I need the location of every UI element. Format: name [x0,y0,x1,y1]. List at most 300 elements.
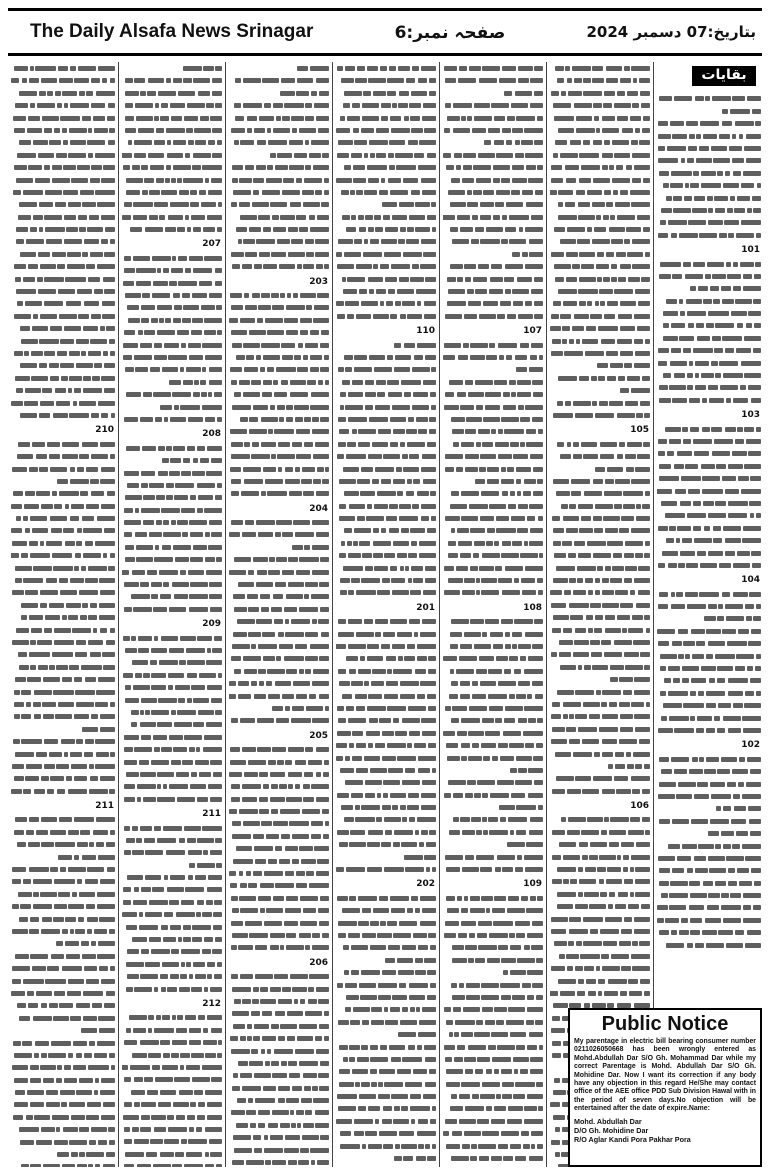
text-line [11,760,115,772]
text-line [11,211,115,223]
text-line [657,447,761,459]
article-number: 202 [416,879,435,890]
text-line [336,413,436,425]
text-line [122,731,222,743]
text-line [336,285,436,297]
text-line [336,714,436,726]
text-line [443,310,543,322]
text-line [550,987,650,999]
text-line [550,549,650,561]
text-line [11,1136,115,1148]
text-line [550,124,650,136]
text-line [229,1094,329,1106]
text-line [122,136,222,148]
text-line [657,509,761,521]
text-line [122,756,222,768]
text-line [657,662,761,674]
text-line [229,528,329,540]
text-line [11,1098,115,1110]
text-line [550,248,650,260]
text-line [336,892,436,904]
text-line [336,979,436,991]
text-line [122,1123,222,1135]
text-line [336,739,436,751]
text-line [122,706,222,718]
text-line [550,586,650,598]
text-line [443,297,543,309]
text-line [229,768,329,780]
text-line [443,1003,543,1015]
text-line [229,1007,329,1019]
text-line [229,136,329,148]
text-line [657,204,761,216]
text-line [229,516,329,528]
article-number: 106 [630,801,649,812]
text-line [443,99,543,111]
text-line [657,802,761,814]
text-line [550,273,650,285]
text-line [122,553,222,565]
text-line [336,851,436,863]
column-1 [656,62,762,1167]
text-line [122,326,222,338]
text-line [11,186,115,198]
text-line [550,875,650,887]
text-line [11,624,115,636]
text-line [550,500,650,512]
text-line [229,879,329,891]
text-line [336,991,436,1003]
article-number: 211 [202,809,221,820]
text-line [550,851,650,863]
text-line [336,512,436,524]
text-line [229,438,329,450]
text-line [229,339,329,351]
text-line [122,1061,222,1073]
text-line [11,698,115,710]
notice-name: Mohd. Abdullah Dar [574,1116,642,1126]
text-line [229,326,329,338]
text-line [229,714,329,726]
text-line [443,752,543,764]
text-line [336,1115,436,1127]
text-line [229,413,329,425]
text-line [229,578,329,590]
text-line [550,524,650,536]
text-line [336,1090,436,1102]
text-line [122,413,222,425]
text-line [122,1036,222,1048]
text-line [550,913,650,925]
page-number: صفحہ نمبر:6 [394,22,506,43]
text-line [11,260,115,272]
text-line [229,615,329,627]
article-number: 201 [416,602,435,613]
text-line [443,764,543,776]
text-line [336,615,436,627]
text-line [11,574,115,586]
text-line [11,686,115,698]
text-line [336,260,436,272]
text-line [229,817,329,829]
text-line [443,363,543,375]
text-line [229,112,329,124]
text-line [336,752,436,764]
text-line [336,966,436,978]
text-line [11,99,115,111]
text-line [657,914,761,926]
text-line [443,537,543,549]
text-line [550,574,650,586]
text-line [11,648,115,660]
text-line [443,1152,543,1164]
text-line [122,376,222,388]
text-line [443,628,543,640]
text-line [122,223,222,235]
text-line [443,223,543,235]
text-line [229,983,329,995]
text-line [11,372,115,384]
text-line [336,149,436,161]
text-line [336,310,436,322]
text-line [336,524,436,536]
text-line [122,656,222,668]
column-4 [335,62,437,1167]
column-3 [442,62,544,1167]
text-line [336,549,436,561]
text-line [657,889,761,901]
text-line [11,1024,115,1036]
text-line [11,285,115,297]
text-line [657,840,761,852]
text-line [336,690,436,702]
text-line [122,363,222,375]
text-line [657,534,761,546]
text-line [122,632,222,644]
text-line [657,117,761,129]
text-line [122,186,222,198]
text-line [229,260,329,272]
text-line [336,1164,436,1167]
text-line [122,669,222,681]
text-line [657,216,761,228]
text-line [11,310,115,322]
text-line [229,425,329,437]
text-line [11,1012,115,1024]
text-line [443,1041,543,1053]
text-line [550,161,650,173]
text-line [443,1028,543,1040]
text-line [336,339,436,351]
text-line [229,640,329,652]
text-line [229,487,329,499]
text-line [550,475,650,487]
text-line [443,826,543,838]
text-line [443,260,543,272]
text-line [550,174,650,186]
text-line [336,174,436,186]
text-line [122,945,222,957]
text-line [443,586,543,598]
text-line [122,174,222,186]
text-line [550,636,650,648]
text-line [550,710,650,722]
text-line [122,603,222,615]
text-line [122,871,222,883]
text-line [122,958,222,970]
text-line [229,830,329,842]
text-line [443,979,543,991]
text-line [336,586,436,598]
text-line [11,1123,115,1135]
text-line [11,297,115,309]
text-line [229,892,329,904]
text-line [11,900,115,912]
text-line [11,913,115,925]
text-line [443,838,543,850]
text-line [122,314,222,326]
text-line [11,586,115,598]
text-line [550,409,650,421]
text-line [122,921,222,933]
text-line [443,87,543,99]
text-line [336,112,436,124]
text-line [122,933,222,945]
text-line [229,1020,329,1032]
text-line [550,686,650,698]
text-line [550,937,650,949]
text-line [550,211,650,223]
text-line [11,863,115,875]
text-line [336,463,436,475]
text-line [657,258,761,270]
text-line [657,394,761,406]
text-line [122,859,222,871]
text-line [229,99,329,111]
text-line [11,450,115,462]
text-line [11,599,115,611]
text-line [443,401,543,413]
text-line [229,917,329,929]
text-line [657,852,761,864]
text-line [336,954,436,966]
text-line [550,359,650,371]
text-line [443,652,543,664]
text-line [11,987,115,999]
text-line [336,776,436,788]
text-line [11,962,115,974]
text-line [11,500,115,512]
article-number: 206 [309,957,328,968]
text-line [443,487,543,499]
text-line [336,1140,436,1152]
text-line [336,1003,436,1015]
text-line [229,805,329,817]
text-line [657,435,761,447]
text-line [122,694,222,706]
text-line [550,322,650,334]
text-line [550,112,650,124]
text-line [657,307,761,319]
text-line [229,1057,329,1069]
text-line [11,62,115,74]
text-line [443,1090,543,1102]
text-line [122,1160,222,1167]
text-line [336,813,436,825]
text-line [229,793,329,805]
text-line [11,710,115,722]
text-line [443,702,543,714]
text-line [443,211,543,223]
text-line [336,1053,436,1065]
text-line [443,273,543,285]
text-line [229,1156,329,1167]
text-line [229,223,329,235]
text-line [657,674,761,686]
text-line [336,198,436,210]
text-line [122,301,222,313]
column-5 [228,62,330,1167]
text-line [229,553,329,565]
text-line [657,369,761,381]
text-line [657,485,761,497]
text-line [657,522,761,534]
text-line [229,590,329,602]
text-line [336,1127,436,1139]
text-line [336,904,436,916]
article-number: 110 [416,326,435,337]
text-line [657,154,761,166]
text-line [550,450,650,462]
text-line [657,92,761,104]
article-number: 107 [523,326,542,337]
text-line [229,401,329,413]
text-line [11,1061,115,1073]
text-line [443,892,543,904]
text-line [229,450,329,462]
article-number: 203 [309,276,328,287]
text-line [336,388,436,400]
text-line [229,677,329,689]
text-line [229,198,329,210]
text-line [229,1119,329,1131]
article-number: 104 [741,575,760,586]
text-line [657,600,761,612]
text-line [550,900,650,912]
text-line [657,319,761,331]
text-line [122,99,222,111]
text-line [657,229,761,241]
text-line [122,454,222,466]
text-line [11,1148,115,1160]
article-number: 211 [95,801,114,812]
text-line [11,463,115,475]
text-line [336,665,436,677]
text-line [550,87,650,99]
text-line [443,74,543,86]
text-line [229,995,329,1007]
text-line [336,273,436,285]
text-line [122,467,222,479]
text-line [443,727,543,739]
text-line [229,566,329,578]
text-line [11,174,115,186]
text-line [443,438,543,450]
text-line [336,652,436,664]
text-line [229,149,329,161]
text-line [443,1078,543,1090]
text-line [336,727,436,739]
text-line [11,409,115,421]
text-line [657,460,761,472]
text-line [229,756,329,768]
text-line [657,765,761,777]
text-line [336,297,436,309]
article-number: 102 [741,740,760,751]
text-line [550,813,650,825]
text-line [122,834,222,846]
text-line [11,359,115,371]
text-line [11,87,115,99]
text-line [657,790,761,802]
text-line [336,487,436,499]
text-line [11,748,115,760]
text-line [229,842,329,854]
text-line [443,388,543,400]
text-line [11,549,115,561]
text-line [11,1037,115,1049]
text-line [11,950,115,962]
text-line [11,475,115,487]
text-line [443,863,543,875]
text-line [550,463,650,475]
text-line [657,547,761,559]
text-line [443,413,543,425]
text-line [336,1041,436,1053]
text-line [336,124,436,136]
article-number: 105 [630,425,649,436]
text-line [443,1016,543,1028]
text-line [657,625,761,637]
text-line [122,883,222,895]
text-line [657,357,761,369]
text-line [550,624,650,636]
text-line [122,590,222,602]
text-line [443,904,543,916]
text-line [11,851,115,863]
text-line [550,136,650,148]
text-line [550,950,650,962]
text-line [443,1115,543,1127]
text-line [122,1111,222,1123]
text-line [443,739,543,751]
text-line [11,149,115,161]
text-line [122,504,222,516]
text-line [550,838,650,850]
text-line [336,764,436,776]
text-line [550,297,650,309]
text-line [229,62,329,74]
text-line [657,827,761,839]
text-line [11,512,115,524]
text-line [336,1016,436,1028]
text-line [443,991,543,1003]
text-line [550,149,650,161]
notice-residence: R/O Aglar Kandi Pora Pakhar Pora [574,1134,691,1144]
public-notice-box [568,1008,762,1167]
text-line [11,661,115,673]
text-line [443,339,543,351]
